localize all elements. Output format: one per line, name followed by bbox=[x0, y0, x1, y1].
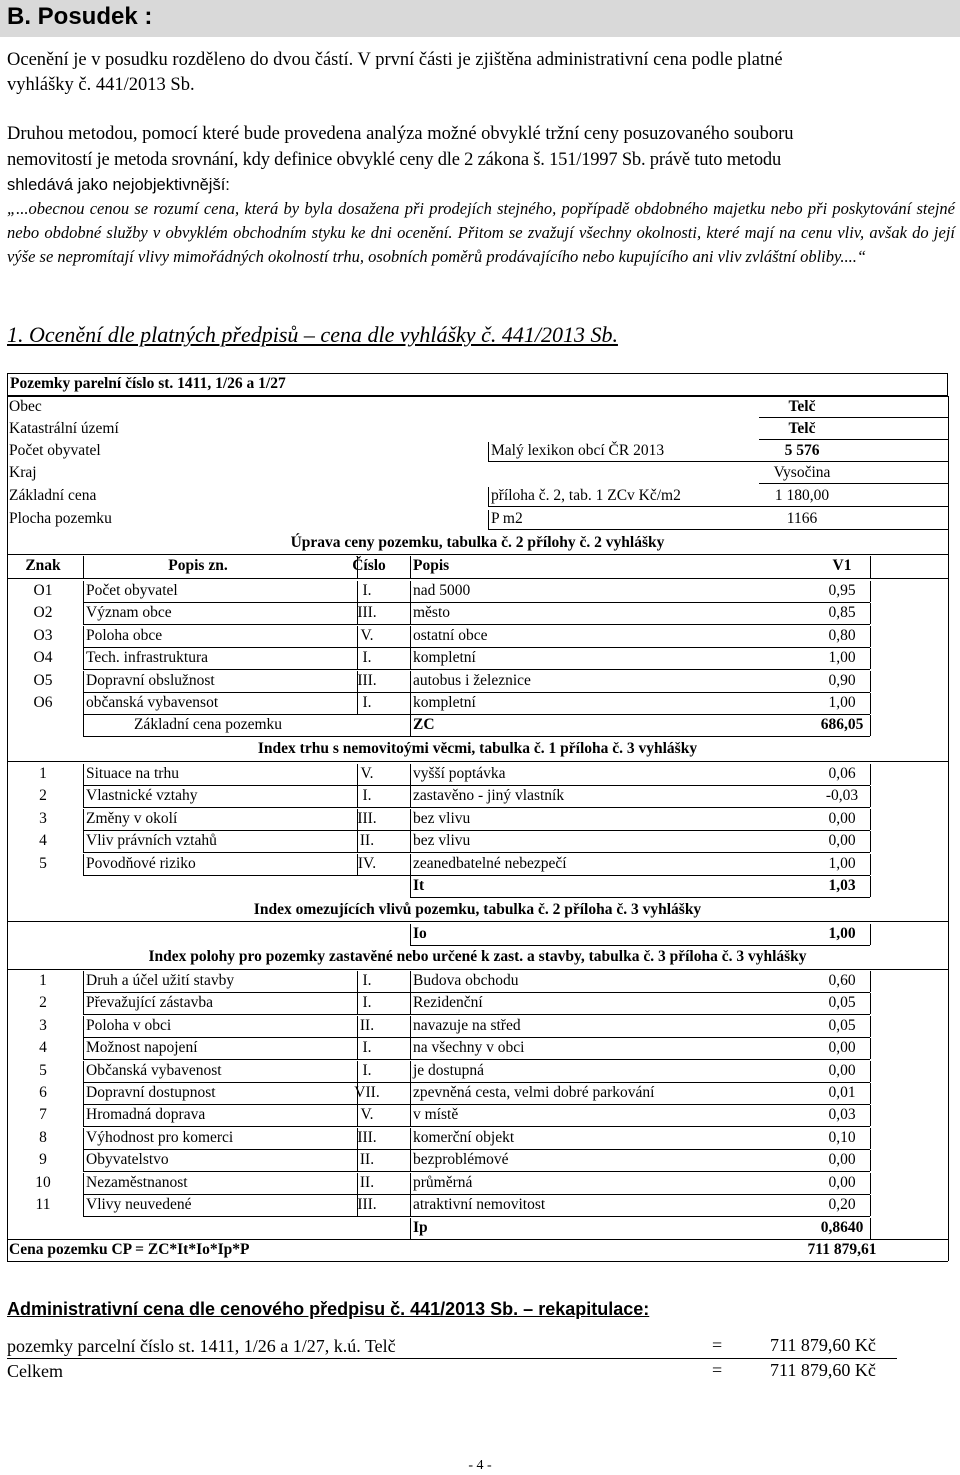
table-rule bbox=[410, 971, 411, 992]
table-rule bbox=[870, 764, 871, 785]
col-znak: Znak bbox=[25, 557, 61, 574]
table-rule bbox=[870, 993, 871, 1014]
table-rule bbox=[870, 786, 871, 807]
table-rule bbox=[83, 993, 84, 1014]
table-rule bbox=[357, 971, 358, 992]
table-rule bbox=[357, 626, 358, 647]
legal-quote: „...obecnou cenou se rozumí cena, která by byla dosažena při prodejích stejného, popřípadě obdobného majetku nebo při poskytování stejné nebo obdobné služby v obvyklém obchodním styku ke dni ocenění. Přitom se zvažují všechny okolnosti, které mají na cenu vliv, avšak do její výše se nepromítají vlivy mimořádných okolností trhu, osobních poměrů prodávajícího nebo kupujícího ani vliv zvláštní obliby....“ bbox=[7, 199, 955, 266]
page-number: - 4 - bbox=[468, 1458, 492, 1473]
info-source: příloha č. 2, tab. 1 ZCv Kč/m2 bbox=[491, 487, 681, 504]
table-rule bbox=[870, 1128, 871, 1149]
table-rule bbox=[410, 993, 411, 1014]
row-index: 8 bbox=[39, 1128, 47, 1146]
row-popis: nad 5000 bbox=[413, 582, 471, 599]
table-rule bbox=[357, 556, 358, 578]
table-rule bbox=[410, 1173, 411, 1194]
row-value: 0,05 bbox=[828, 994, 856, 1012]
row-index: O4 bbox=[33, 649, 53, 667]
table-rule bbox=[870, 626, 871, 647]
table-rule bbox=[870, 715, 871, 736]
info-label: Katastrální území bbox=[9, 420, 119, 437]
table-rule bbox=[870, 581, 871, 602]
row-popis-zn: Počet obyvatel bbox=[86, 582, 178, 599]
table-rule bbox=[948, 396, 949, 1261]
it-header: Index trhu s nemovitoými věcmi, tabulka č. 1 příloha č. 3 vyhlášky bbox=[257, 740, 698, 757]
table-rule bbox=[410, 831, 411, 852]
table-rule bbox=[83, 602, 870, 603]
row-popis-zn: Poloha obce bbox=[86, 626, 163, 644]
table-rule bbox=[357, 1061, 358, 1082]
row-cislo: I. bbox=[362, 787, 372, 805]
row-popis-zn: Vlastnické vztahy bbox=[86, 787, 198, 805]
table-rule bbox=[357, 1016, 358, 1037]
recap-row-eq: = bbox=[712, 1335, 723, 1355]
row-popis-zn: Dopravní obslužnost bbox=[86, 671, 215, 689]
table-rule bbox=[410, 1038, 411, 1059]
table-rule bbox=[759, 483, 948, 484]
row-cislo: II. bbox=[359, 832, 375, 850]
row-index: 6 bbox=[39, 1084, 47, 1101]
row-value: 0,06 bbox=[828, 765, 856, 782]
row-popis-zn: Možnost napojení bbox=[86, 1039, 198, 1057]
table-rule bbox=[410, 603, 411, 624]
table-rule bbox=[870, 556, 871, 578]
row-index: 1 bbox=[39, 765, 47, 782]
table-rule bbox=[357, 1173, 358, 1194]
row-popis: kompletní bbox=[413, 694, 476, 711]
table-rule bbox=[488, 442, 489, 461]
row-value: 0,10 bbox=[828, 1128, 856, 1146]
table-rule bbox=[357, 854, 358, 875]
row-cislo: V. bbox=[360, 1106, 374, 1124]
table-rule bbox=[488, 529, 948, 530]
row-cislo: I. bbox=[362, 1039, 372, 1057]
table-rule bbox=[83, 715, 84, 736]
cp-value: 711 879,61 bbox=[807, 1241, 877, 1258]
row-popis-zn: Situace na trhu bbox=[86, 765, 179, 782]
row-cislo: II. bbox=[359, 1173, 375, 1191]
io-code: Io bbox=[413, 925, 427, 942]
row-index: 1 bbox=[39, 972, 47, 989]
table-rule bbox=[83, 1061, 84, 1082]
row-cislo: I. bbox=[362, 582, 372, 599]
row-cislo: III. bbox=[357, 604, 377, 622]
info-value: 1 180,00 bbox=[774, 487, 830, 504]
row-cislo: I. bbox=[362, 994, 372, 1012]
row-popis: zpevněná cesta, velmi dobré parkování bbox=[413, 1084, 655, 1101]
table-rule bbox=[410, 764, 411, 785]
io-header: Index omezujících vlivů pozemku, tabulka č. 2 příloha č. 3 vyhlášky bbox=[253, 901, 702, 918]
table-rule bbox=[7, 578, 948, 579]
table-rule bbox=[357, 603, 358, 624]
table-rule bbox=[83, 648, 84, 669]
table-rule bbox=[488, 506, 948, 507]
recap-total-label: Celkem bbox=[7, 1361, 63, 1381]
row-index: 10 bbox=[35, 1173, 51, 1191]
row-popis: zastavěno - jiný vlastník bbox=[413, 787, 565, 805]
table-rule bbox=[410, 648, 411, 669]
recap-title: Administrativní cena dle cenového předpisu č. 441/2013 Sb. – rekapitulace: bbox=[7, 1299, 650, 1319]
table-rule bbox=[357, 831, 358, 852]
row-index: O3 bbox=[33, 626, 53, 644]
row-popis: atraktivní nemovitost bbox=[413, 1196, 546, 1213]
table-rule bbox=[7, 1261, 948, 1262]
table-rule bbox=[870, 924, 871, 945]
row-popis-zn: občanská vybavensot bbox=[86, 694, 219, 711]
zc-value: 686,05 bbox=[820, 716, 864, 733]
row-popis: Rezidenční bbox=[413, 994, 483, 1012]
row-popis-zn: Druh a účel užití stavby bbox=[86, 972, 235, 989]
row-popis: průměrná bbox=[413, 1173, 473, 1191]
row-index: O2 bbox=[33, 604, 53, 622]
info-value: Vysočina bbox=[773, 464, 831, 481]
table-rule bbox=[83, 1083, 84, 1104]
row-popis: vyšší poptávka bbox=[413, 765, 506, 782]
row-popis: ostatní obce bbox=[413, 626, 488, 644]
table-rule bbox=[83, 1171, 870, 1172]
table-rule bbox=[870, 1083, 871, 1104]
table-rule bbox=[410, 924, 411, 945]
table-rule bbox=[7, 969, 948, 970]
table-rule bbox=[357, 693, 358, 714]
recap-row-value: 711 879,60 Kč bbox=[770, 1335, 876, 1355]
row-popis: autobus i železnice bbox=[413, 671, 531, 689]
row-popis: bez vlivu bbox=[413, 832, 471, 850]
table-rule bbox=[83, 693, 84, 714]
col-popis: Popis bbox=[413, 557, 450, 574]
intro-p2-line2: nemovitostí je metoda srovnání, kdy definice obvyklé ceny dle 2 zákona š. 151/1997 Sb. právě tuto metodu bbox=[7, 150, 782, 170]
info-label: Kraj bbox=[9, 464, 37, 481]
table-rule bbox=[83, 809, 84, 830]
row-value: 0,01 bbox=[828, 1084, 856, 1101]
info-value: 1166 bbox=[786, 510, 818, 527]
table-rule bbox=[7, 554, 948, 555]
row-popis: na všechny v obci bbox=[413, 1039, 525, 1057]
table-rule bbox=[357, 1195, 358, 1216]
valuation-table bbox=[7, 373, 948, 1261]
table-rule bbox=[357, 1150, 358, 1171]
row-value: 0,85 bbox=[828, 604, 856, 622]
table-rule bbox=[83, 764, 84, 785]
row-index: 3 bbox=[39, 1016, 47, 1034]
row-popis: v místě bbox=[413, 1106, 459, 1124]
table-rule bbox=[870, 1016, 871, 1037]
table-rule bbox=[357, 581, 358, 602]
table-rule bbox=[870, 603, 871, 624]
table-rule bbox=[410, 1083, 411, 1104]
table-rule bbox=[410, 626, 411, 647]
table-rule bbox=[410, 876, 411, 897]
row-popis-zn: Převažující zástavba bbox=[86, 994, 213, 1012]
table-rule bbox=[410, 786, 411, 807]
table-rule bbox=[410, 581, 411, 602]
row-value: 0,95 bbox=[828, 582, 856, 599]
table-rule bbox=[870, 671, 871, 692]
table-rule bbox=[83, 875, 870, 876]
table-rule bbox=[759, 439, 948, 440]
table-rule bbox=[357, 1105, 358, 1126]
row-index: 7 bbox=[39, 1106, 47, 1124]
table-rule bbox=[870, 693, 871, 714]
table-rule bbox=[7, 921, 948, 922]
table-rule bbox=[357, 1083, 358, 1104]
row-index: 5 bbox=[39, 1061, 47, 1079]
row-index: 9 bbox=[39, 1151, 47, 1169]
row-cislo: III. bbox=[357, 671, 377, 689]
ip-header: Index polohy pro pozemky zastavěné nebo určené k zast. a stavby, tabulka č. 3 příloha č. 3 vyhlášky bbox=[148, 948, 807, 965]
table-rule bbox=[83, 556, 84, 578]
table-rule bbox=[410, 1150, 411, 1171]
table-rule bbox=[83, 1105, 84, 1126]
row-popis-zn: Povodňové riziko bbox=[86, 854, 196, 872]
row-index: O6 bbox=[33, 694, 53, 711]
table-rule bbox=[83, 1216, 870, 1217]
zc-code: ZC bbox=[413, 716, 435, 733]
table-rule bbox=[83, 831, 84, 852]
row-index: 2 bbox=[39, 787, 47, 805]
row-popis: bez vlivu bbox=[413, 809, 471, 827]
recap-divider bbox=[7, 1358, 897, 1359]
ip-code: Ip bbox=[413, 1219, 428, 1236]
row-value: 0,00 bbox=[828, 809, 856, 827]
row-index: 2 bbox=[39, 994, 47, 1012]
table-rule bbox=[410, 897, 870, 898]
row-value: 0,00 bbox=[828, 1039, 856, 1057]
recap-row-label: pozemky parcelní číslo st. 1411, 1/26 a 1/27, k.ú. Telč bbox=[7, 1336, 396, 1356]
table-rule bbox=[83, 786, 84, 807]
ip-value: 0,8640 bbox=[820, 1219, 864, 1236]
row-value: 1,00 bbox=[828, 649, 856, 667]
row-popis-zn: Občanská vybavenost bbox=[86, 1061, 222, 1079]
row-popis-zn: Vlivy neuvedené bbox=[86, 1196, 192, 1213]
col-v1: V1 bbox=[832, 557, 852, 574]
table-rule bbox=[488, 510, 489, 529]
table-rule bbox=[357, 1038, 358, 1059]
it-value: 1,03 bbox=[828, 877, 856, 894]
io-value: 1,00 bbox=[828, 925, 856, 942]
intro-p1-line1: Ocenění je v posudku rozděleno do dvou částí. V první části je zjištěna administrativní cena podle platné bbox=[7, 50, 783, 70]
table-rule bbox=[410, 945, 870, 946]
row-cislo: IV. bbox=[357, 854, 377, 872]
table-rule bbox=[488, 487, 489, 506]
table-rule bbox=[870, 854, 871, 875]
row-value: 0,20 bbox=[828, 1196, 856, 1213]
row-cislo: I. bbox=[362, 972, 372, 989]
table-rule bbox=[83, 807, 870, 808]
table-rule bbox=[410, 809, 411, 830]
section-heading: 1. Ocenění dle platných předpisů – cena dle vyhlášky č. 441/2013 Sb. bbox=[7, 322, 618, 347]
row-index: O5 bbox=[33, 671, 53, 689]
row-popis-zn: Změny v okolí bbox=[86, 809, 178, 827]
row-popis: bezproblémové bbox=[413, 1151, 509, 1169]
row-popis: navazuje na střed bbox=[413, 1016, 521, 1034]
recap-total-eq: = bbox=[712, 1360, 723, 1380]
it-code: It bbox=[413, 877, 425, 894]
info-source: P m2 bbox=[491, 510, 523, 527]
row-cislo: I. bbox=[362, 649, 372, 667]
row-cislo: V. bbox=[360, 626, 374, 644]
row-popis-zn: Tech. infrastruktura bbox=[86, 649, 209, 667]
col-popis-zn: Popis zn. bbox=[168, 557, 228, 574]
col-cislo: Číslo bbox=[352, 557, 386, 574]
table-rule bbox=[410, 1016, 411, 1037]
row-popis-zn: Obyvatelstvo bbox=[86, 1151, 169, 1169]
table-rule bbox=[83, 603, 84, 624]
table-rule bbox=[870, 876, 871, 897]
uprava-header: Úprava ceny pozemku, tabulka č. 2 přílohy č. 2 vyhlášky bbox=[290, 534, 665, 551]
table-rule bbox=[357, 786, 358, 807]
table-rule bbox=[83, 971, 84, 992]
info-value: Telč bbox=[788, 420, 816, 437]
row-cislo: II. bbox=[359, 1016, 375, 1034]
row-value: 0,00 bbox=[828, 1151, 856, 1169]
intro-p1-line2: vyhlášky č. 441/2013 Sb. bbox=[7, 75, 195, 95]
table-rule bbox=[870, 971, 871, 992]
row-cislo: III. bbox=[357, 809, 377, 827]
info-label: Počet obyvatel bbox=[9, 442, 101, 459]
info-source: Malý lexikon obcí ČR 2013 bbox=[491, 442, 665, 459]
table-rule bbox=[410, 715, 411, 736]
table-rule bbox=[83, 1016, 84, 1037]
table-rule bbox=[83, 1128, 84, 1149]
table-rule bbox=[357, 993, 358, 1014]
table-rule bbox=[870, 1150, 871, 1171]
table-rule bbox=[410, 1128, 411, 1149]
row-value: 1,00 bbox=[828, 694, 856, 711]
info-label: Obec bbox=[9, 398, 42, 415]
row-popis-zn: Vliv právních vztahů bbox=[86, 832, 217, 850]
table-rule bbox=[870, 1173, 871, 1194]
row-value: 0,05 bbox=[828, 1016, 856, 1034]
info-value: 5 576 bbox=[784, 442, 820, 459]
row-value: 0,60 bbox=[828, 972, 856, 989]
row-value: 0,00 bbox=[828, 832, 856, 850]
table-rule bbox=[870, 1038, 871, 1059]
table-rule bbox=[7, 761, 948, 762]
table-rule bbox=[410, 1061, 411, 1082]
row-cislo: II. bbox=[359, 1151, 375, 1169]
info-label: Plocha pozemku bbox=[9, 510, 112, 527]
table-rule bbox=[870, 648, 871, 669]
row-popis-zn: Výhodnost pro komerci bbox=[86, 1128, 234, 1146]
row-index: 4 bbox=[39, 1039, 47, 1057]
row-popis-zn: Poloha v obci bbox=[86, 1016, 172, 1034]
table-rule bbox=[357, 671, 358, 692]
cp-label: Cena pozemku CP = ZC*It*Io*Ip*P bbox=[9, 1241, 250, 1258]
table-rule bbox=[410, 1195, 411, 1216]
row-popis: zeanedbatelné nebezpečí bbox=[413, 854, 567, 872]
row-cislo: III. bbox=[357, 1128, 377, 1146]
table-rule bbox=[357, 764, 358, 785]
row-value: 0,80 bbox=[828, 626, 856, 644]
table-rule bbox=[870, 1218, 871, 1239]
table-rule bbox=[759, 417, 948, 418]
table-rule bbox=[410, 854, 411, 875]
row-cislo: III. bbox=[357, 1196, 377, 1213]
table-rule bbox=[410, 1105, 411, 1126]
row-popis-zn: Význam obce bbox=[86, 604, 172, 622]
intro-p2-line1: Druhou metodou, pomocí které bude provedena analýza možné obvyklé tržní ceny posuzovaného souboru bbox=[7, 124, 794, 144]
table-rule bbox=[83, 671, 84, 692]
table-rule bbox=[410, 693, 411, 714]
table-rule bbox=[83, 626, 84, 647]
table-rule bbox=[870, 1195, 871, 1216]
row-value: 0,00 bbox=[828, 1061, 856, 1079]
table-rule bbox=[870, 809, 871, 830]
row-popis-zn: Hromadná doprava bbox=[86, 1106, 206, 1124]
row-popis: komerční objekt bbox=[413, 1128, 515, 1146]
table-rule bbox=[83, 1150, 84, 1171]
table-rule bbox=[870, 831, 871, 852]
table-rule bbox=[83, 581, 84, 602]
row-value: 0,03 bbox=[828, 1106, 856, 1124]
row-popis: je dostupná bbox=[413, 1061, 485, 1079]
row-popis: kompletní bbox=[413, 649, 476, 667]
section-title: B. Posudek : bbox=[7, 3, 153, 30]
table-rule bbox=[357, 648, 358, 669]
row-popis-zn: Dopravní dostupnost bbox=[86, 1084, 216, 1101]
table-rule bbox=[83, 1038, 84, 1059]
table-rule bbox=[83, 854, 84, 875]
row-cislo: I. bbox=[362, 694, 372, 711]
row-popis-zn: Nezaměstnanost bbox=[86, 1173, 188, 1191]
row-index: 11 bbox=[35, 1196, 51, 1213]
row-index: 5 bbox=[39, 854, 47, 872]
row-index: 4 bbox=[39, 832, 47, 850]
row-value: -0,03 bbox=[825, 787, 859, 805]
row-cislo: V. bbox=[360, 765, 374, 782]
row-cislo: VII. bbox=[354, 1084, 380, 1101]
table-rule bbox=[410, 1218, 411, 1239]
info-value: Telč bbox=[788, 398, 816, 415]
zc-label: Základní cena pozemku bbox=[133, 716, 283, 733]
table-rule bbox=[410, 556, 411, 578]
table-rule bbox=[83, 1195, 84, 1216]
row-value: 0,00 bbox=[828, 1173, 856, 1191]
intro-p2-line3: shledává jako nejobjektivnější: bbox=[7, 176, 230, 194]
row-value: 1,00 bbox=[828, 854, 856, 872]
table-rule bbox=[357, 1128, 358, 1149]
row-index: 3 bbox=[39, 809, 47, 827]
recap-total-value: 711 879,60 Kč bbox=[770, 1360, 876, 1380]
row-popis: Budova obchodu bbox=[413, 972, 519, 989]
row-cislo: I. bbox=[362, 1061, 372, 1079]
table-rule bbox=[357, 809, 358, 830]
row-index: O1 bbox=[33, 582, 53, 599]
table-rule bbox=[759, 461, 948, 462]
table-rule bbox=[410, 671, 411, 692]
table-rule bbox=[870, 1061, 871, 1082]
info-label: Základní cena bbox=[9, 487, 97, 504]
table-rule bbox=[870, 1105, 871, 1126]
row-value: 0,90 bbox=[828, 671, 856, 689]
table-title: Pozemky parelní číslo st. 1411, 1/26 a 1/27 bbox=[10, 375, 286, 392]
table-rule bbox=[83, 1173, 84, 1194]
row-popis: město bbox=[413, 604, 451, 622]
table-rule bbox=[83, 736, 870, 737]
